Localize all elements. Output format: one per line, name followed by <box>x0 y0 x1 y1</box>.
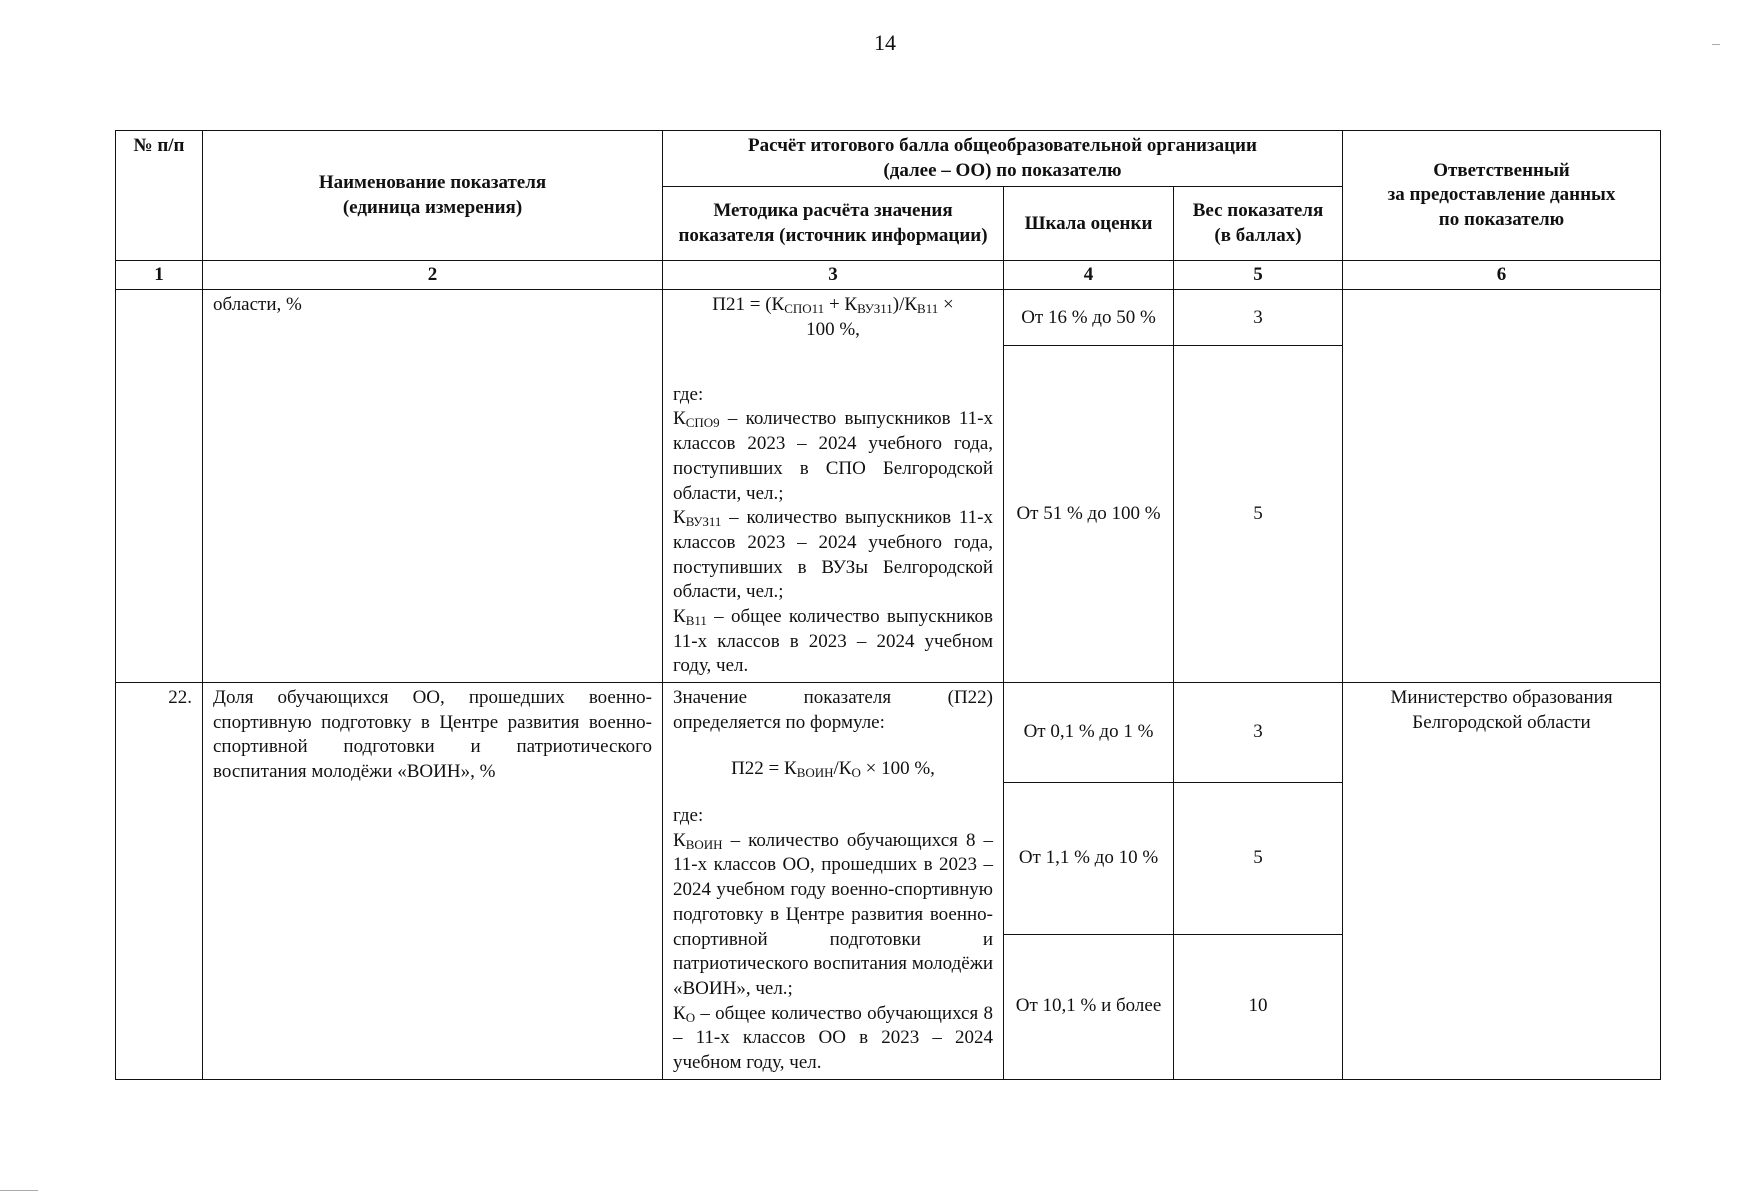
page-number: 14 <box>874 30 896 55</box>
scan-mark <box>1712 44 1720 45</box>
indicators-table <box>115 130 1661 1080</box>
column-number: 6 <box>1343 261 1661 290</box>
row21-num-cell <box>116 290 203 683</box>
row22-definition: $К_О$ – общее количество обучающихся 8 – 11-х классов ОО в 2023 – 2024 учебном году, чел. <box>673 1002 993 1073</box>
scale-cell: От 0,1 % до 1 % <box>1004 683 1174 783</box>
scale-cell: От 10,1 % и более <box>1004 935 1174 1080</box>
row21-name-cell: области, % <box>203 290 663 683</box>
column-number: 1 <box>116 261 203 290</box>
weight-cell: 5 <box>1174 346 1343 683</box>
header-name-cell: Наименование показателя (единица измерения) <box>203 131 663 261</box>
row21-definition: $К_{СПО9}$ – количество выпускников 11-х классов 2023 – 2024 учебного года, поступивших в СПО Белгородской области, чел.; <box>673 408 993 504</box>
row22-method-cell: Значение показателя (П22) определяется по формуле: $П22 = К_{ВОИН}/К_О \times 100$ %, где: $К_{ВОИН}$ – количество обучающихся 8 – 11-х классов ОО, прошедших в 2023 – 2024 учебном году военно-спортивную подготовку в Центре развития военно-спортивной подготовки и патриотического воспитания молодёжи «ВОИН», чел.; $К_О$ – общее количество обучающихся 8 – 11-х классов ОО в 2023 – 2024 учебном году, чел. <box>663 683 1004 1080</box>
column-numbers-row <box>116 261 1661 290</box>
column-number: 4 <box>1004 261 1174 290</box>
weight-cell: 5 <box>1174 783 1343 935</box>
row22-responsible-cell: Министерство образования Белгородской области <box>1343 683 1661 1080</box>
row22-num-cell: 22. <box>116 683 203 1080</box>
header-num-cell: № п/п <box>116 131 203 261</box>
table-row <box>116 290 1661 346</box>
header-weight-cell: Вес показателя (в баллах) <box>1174 187 1343 261</box>
header-method-cell: Методика расчёта значения показателя (источник информации) <box>663 187 1004 261</box>
row22-name-cell: Доля обучающихся ОО, прошедших военно-спортивную подготовку в Центре развития военно-спортивной подготовки и патриотического воспитания молодёжи «ВОИН», % <box>203 683 663 1080</box>
weight-cell: 3 <box>1174 290 1343 346</box>
scale-cell: От 1,1 % до 10 % <box>1004 783 1174 935</box>
table-row <box>116 683 1661 783</box>
column-number: 5 <box>1174 261 1343 290</box>
scale-cell: От 51 % до 100 % <box>1004 346 1174 683</box>
column-number: 3 <box>663 261 1004 290</box>
header-calc-cell: Расчёт итогового балла общеобразовательной организации (далее – ОО) по показателю <box>663 131 1343 187</box>
weight-cell: 3 <box>1174 683 1343 783</box>
row21-formula: $П21 = (К_{СПО11} + К_{ВУЗ11})/К_{В11}$ × <box>712 294 954 317</box>
row21-definition: $К_{В11}$ – общее количество выпускников 11-х классов в 2023 – 2024 учебном году, чел. <box>673 605 993 677</box>
row21-responsible-cell <box>1343 290 1661 683</box>
header-responsible-cell: Ответственный за предоставление данных по показателю <box>1343 131 1661 261</box>
row21-definition: $К_{ВУЗ11}$ – количество выпускников 11-х классов 2023 – 2024 учебного года, поступивших в ВУЗы Белгородской области, чел.; <box>673 507 993 603</box>
scale-cell: От 16 % до 50 % <box>1004 290 1174 346</box>
row21-method-cell: $П21 = (К_{СПО11} + К_{ВУЗ11})/К_{В11}$ × 100 %, где: $К_{СПО9}$ – количество выпускников 11-х классов 2023 – 2024 учебного года, поступивших в СПО Белгородской области, чел.; $К_{ВУЗ11}$ – количество выпускников 11-х классов 2023 – 2024 учебного года, поступивших в ВУЗы Белгородской области, чел.; $К_{В11}$ – общее количество выпускников 11-х классов в 2023 – 2024 учебном году, чел. <box>663 290 1004 683</box>
column-number: 2 <box>203 261 663 290</box>
scan-mark <box>0 1190 38 1191</box>
row22-formula: $П22 = К_{ВОИН}/К_О \times 100$ %, <box>731 758 935 781</box>
row22-definition: $К_{ВОИН}$ – количество обучающихся 8 – 11-х классов ОО, прошедших в 2023 – 2024 учебном году военно-спортивную подготовку в Центре развития военно-спортивной подготовки и патриотического воспитания молодёжи «ВОИН», чел.; <box>673 829 993 999</box>
weight-cell: 10 <box>1174 935 1343 1080</box>
header-scale-cell: Шкала оценки <box>1004 187 1174 261</box>
